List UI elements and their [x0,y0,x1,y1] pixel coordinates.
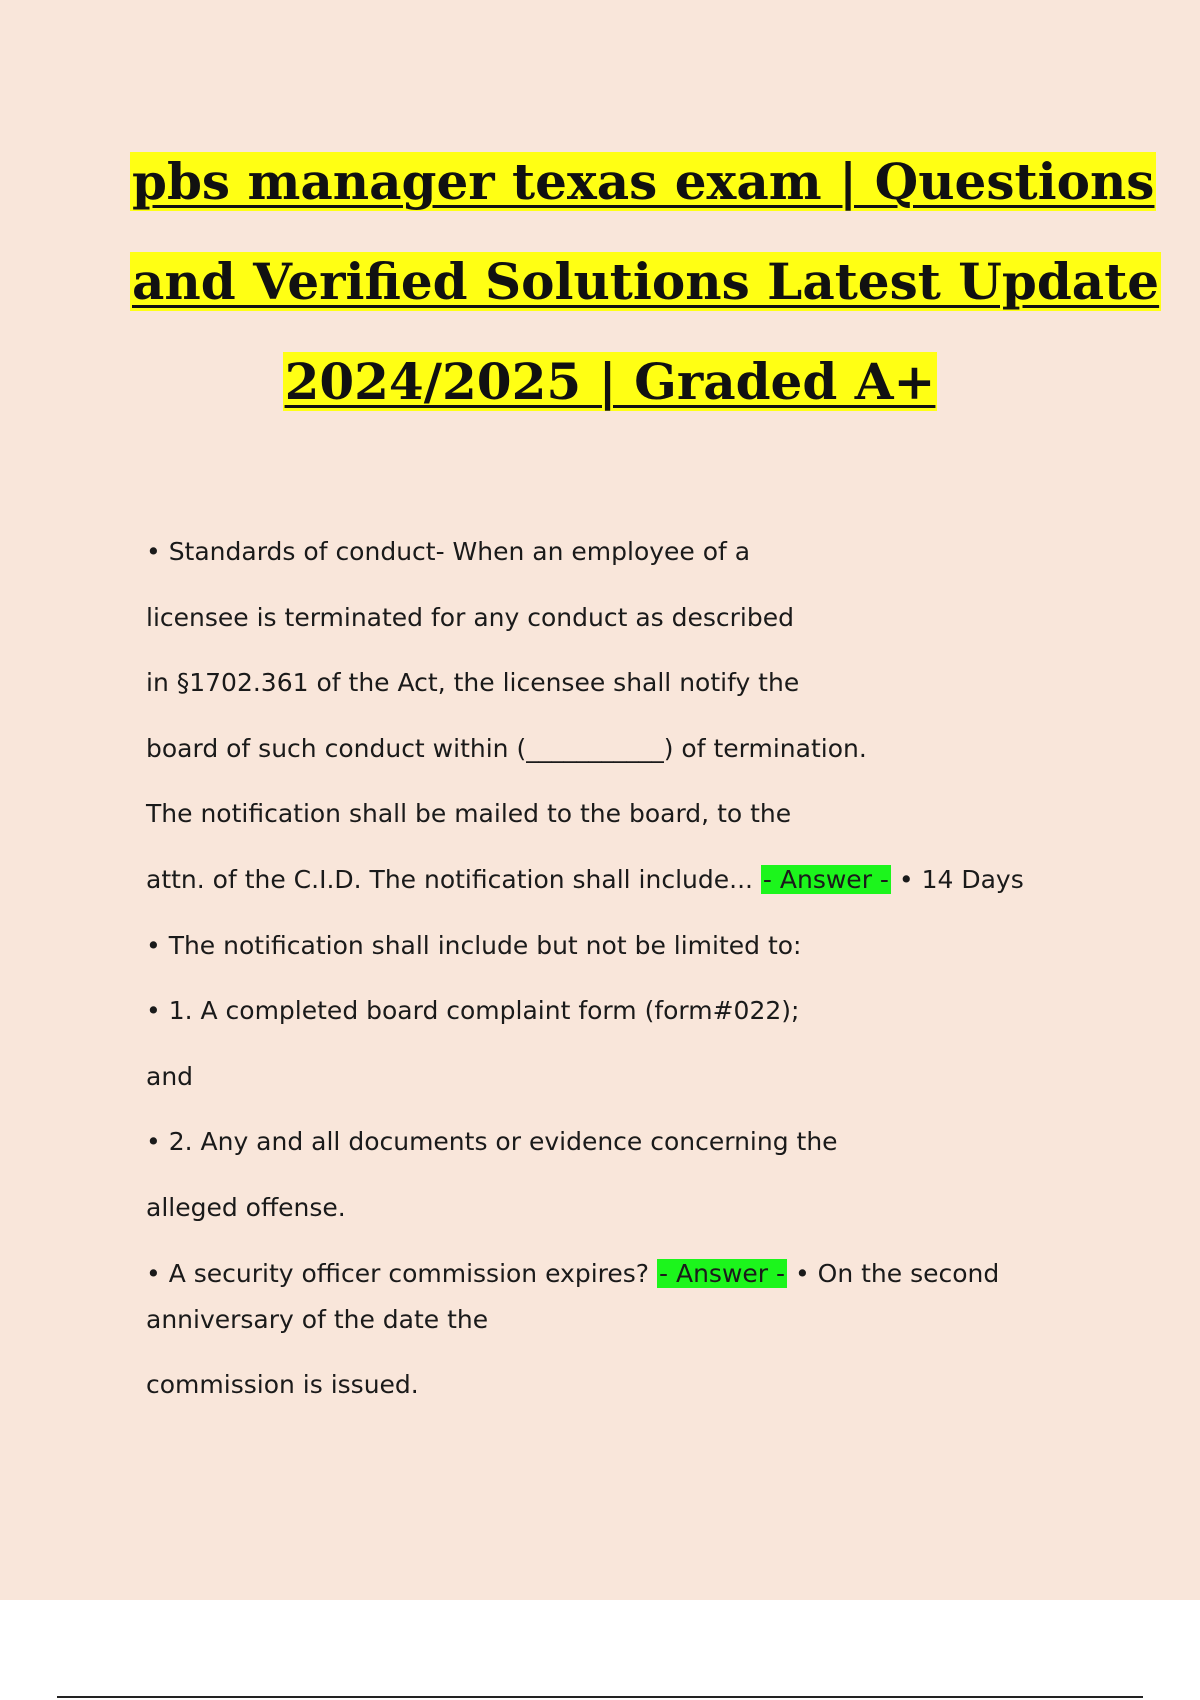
question-text: • A security officer commission expires? [146,1258,657,1288]
list-line: alleged offense. [146,1192,346,1222]
list-line: • 2. Any and all documents or evidence concerning the [146,1127,838,1157]
list-line: and [146,1061,194,1091]
list-line: • 1. A completed board complaint form (form#022); [146,996,800,1026]
title-line-text: and Verified Solutions Latest Update [132,252,1160,311]
document-body [146,532,1086,1431]
title-line-text: 2024/2025 | Graded A+ [284,352,936,411]
qa-line-2 [146,1254,1086,1300]
answer-text: • On the second [787,1258,1000,1288]
answer-label-highlight: - Answer - [762,864,889,894]
answer-continuation: anniversary of the date the [146,1304,489,1334]
body-line: licensee is terminated for any conduct as described [146,602,794,632]
document-title [130,138,1160,438]
list-line: • The notification shall include but not be limited to: [146,930,802,960]
answer-text: • 14 Days [890,864,1024,894]
answer-label-highlight: - Answer - [659,1258,786,1288]
title-line [130,338,1090,438]
question-text: attn. of the C.I.D. The notification shall include... [146,864,761,894]
body-line: The notification shall be mailed to the board, to the [146,799,792,829]
body-line: board of such conduct within (___________) of termination. [146,733,867,763]
answer-continuation: commission is issued. [146,1370,419,1400]
footer-divider [57,1696,1143,1698]
title-line [130,138,1155,238]
body-line: in §1702.361 of the Act, the licensee shall notify the [146,668,800,698]
title-line [130,238,1160,338]
qa-line-1 [146,860,1086,926]
body-line: • Standards of conduct- When an employee of a [146,537,751,566]
title-line-text: pbs manager texas exam | Questions [132,152,1155,211]
